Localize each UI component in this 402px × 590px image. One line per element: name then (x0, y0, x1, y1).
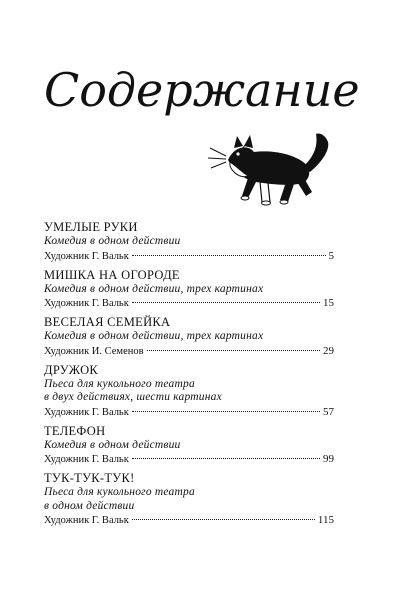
page-title-script (40, 44, 360, 134)
toc-entry-artist-line (44, 344, 334, 359)
toc-entry (44, 315, 334, 359)
toc-entry-subtitle: Комедия в одном действии (44, 235, 181, 247)
toc-entry-artist-line (44, 249, 334, 264)
toc-leader-dots (132, 458, 320, 459)
toc-entry-title: ВЕСЕЛАЯ СЕМЕЙКА (44, 315, 171, 329)
toc-entry-page: 99 (323, 453, 334, 465)
toc-entry-artist-line (44, 405, 334, 420)
toc-leader-dots (132, 519, 315, 520)
toc-entry-subtitle: в двух действиях, шести картинах (44, 391, 222, 403)
page-title (40, 44, 360, 134)
toc-leader-dots (147, 350, 320, 351)
toc-entry-artist: Художник Г. Вальк (44, 515, 129, 526)
toc-entry-artist: Художник И. Семенов (44, 345, 144, 357)
toc-entry-page: 5 (328, 249, 334, 262)
toc-entry-title: ТЕЛЕФОН (44, 423, 106, 438)
toc-entry-subtitle: Комедия в одном действии, трех картинах (44, 330, 264, 342)
toc-entry-title: ТУК-ТУК-ТУК! (44, 471, 135, 485)
toc-leader-dots (132, 302, 320, 303)
toc-entry-artist-line (44, 513, 334, 528)
toc-entry-subtitle: Комедия в одном действии (44, 438, 181, 451)
toc-leader-dots (132, 255, 326, 256)
toc-entry-title: ДРУЖОК (44, 362, 99, 377)
cat-illustration (208, 126, 338, 214)
toc-leader-dots (132, 411, 320, 412)
table-of-contents (44, 220, 334, 532)
toc-entry-artist: Художник Г. Вальк (44, 406, 129, 418)
toc-entry (44, 220, 334, 264)
toc-entry-page: 15 (323, 297, 334, 309)
toc-entry-subtitle: Пьеса для кукольного театра (44, 486, 195, 498)
toc-entry-page: 115 (317, 514, 334, 526)
page-title-text: Содержание (44, 63, 360, 117)
toc-entry-artist: Художник Г. Вальк (44, 454, 129, 465)
toc-entry (44, 471, 334, 528)
toc-entry (44, 363, 334, 420)
toc-entry-artist: Художник Г. Вальк (44, 298, 129, 309)
toc-entry-artist: Художник Г. Вальк (44, 250, 129, 262)
toc-entry-artist-line (44, 452, 334, 467)
toc-entry (44, 424, 334, 468)
toc-entry-artist-line (44, 296, 334, 311)
toc-entry-subtitle: в одном действии (44, 499, 135, 512)
toc-entry-page: 57 (323, 405, 334, 418)
toc-entry-subtitle: Пьеса для кукольного театра (44, 377, 195, 390)
toc-entry (44, 268, 334, 312)
toc-entry-title: МИШКА НА ОГОРОДЕ (44, 267, 180, 282)
toc-entry-subtitle: Комедия в одном действии, трех картинах (44, 282, 264, 295)
toc-entry-title: УМЕЛЫЕ РУКИ (44, 220, 138, 234)
toc-entry-page: 29 (323, 344, 334, 357)
